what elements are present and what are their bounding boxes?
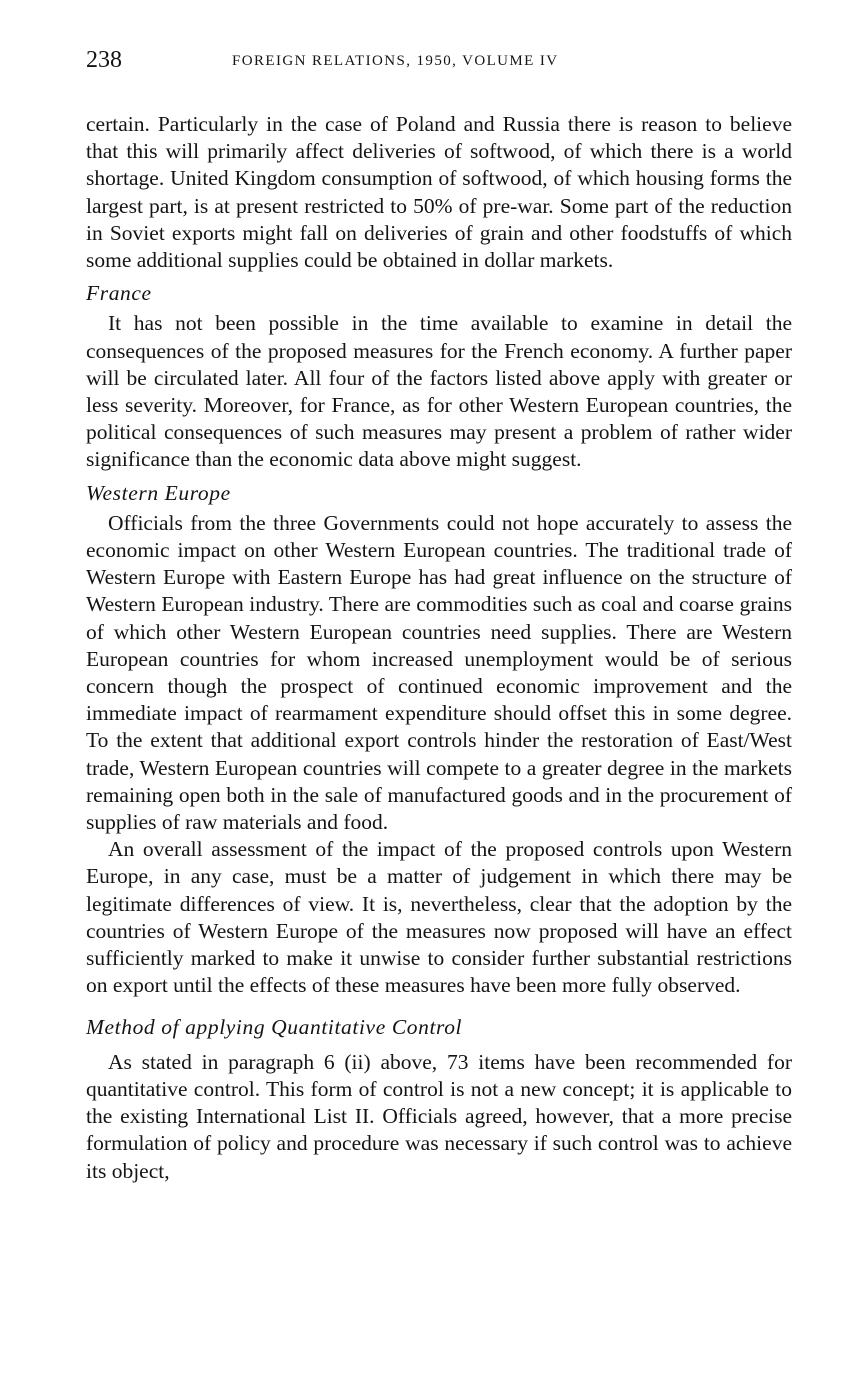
paragraph-overall-assessment: An overall assessment of the impact of the proposed controls upon Western Europe, in any case, must be a matter of judgement in which there may be legitimate differences of view. It is, nevertheless, clear that the adoption by the countries of Western Europe of the measures now proposed will have an effect sufficiently marked to make it unwise to consider further substantial restrictions on export until the effects of these measures have been more fully observed.: [86, 837, 792, 998]
paragraph-continuation: certain. Particularly in the case of Poland and Russia there is reason to believe that this will primarily affect deliveries of softwood, of which there is a world shortage. United Kingdom consumption of softwood, of which housing forms the largest part, is at present restricted to 50% of pre-war. Some part of the reduction in Soviet exports might fall on deliveries of grain and other foodstuffs of which some additional supplies could be obtained in dollar markets.: [86, 112, 792, 273]
paragraph-western-europe-impact: Officials from the three Governments could not hope accurately to assess the economic impact on other Western European countries. The traditional trade of Western Europe with Eastern Europe has had great influence on the structure of Western European industry. There are commodities such as coal and coarse grains of which other Western European countries need supplies. There are Western European countries for whom increased unemployment would be of serious concern though the prospect of continued economic improvement and the immediate impact of rearmament expenditure should offset this in some degree. To the extent that additional export controls hinder the restoration of East/West trade, Western European countries will compete to a greater degree in the markets remaining open both in the sale of manufactured goods and in the procurement of supplies of raw materials and food.: [86, 510, 792, 835]
section-heading-western-europe: Western Europe: [86, 480, 231, 505]
running-header: [86, 44, 792, 84]
section-heading-france: France: [86, 281, 152, 306]
paragraph-france: It has not been possible in the time available to examine in detail the consequences of the proposed measures for the French economy. A further paper will be circulated later. All four of the factors listed above apply with greater or less severity. Moreover, for France, as for other Western European countries, the political consequences of such measures may present a problem of rather wider significance than the economic data above might suggest.: [86, 311, 792, 472]
section-heading-method: Method of applying Quantitative Control: [86, 1014, 463, 1039]
page-number: 238: [86, 47, 122, 73]
paragraph-quantitative-control: As stated in paragraph 6 (ii) above, 73 items have been recommended for quantitative control. This form of control is not a new concept; it is applicable to the existing International List II. Officials agreed, however, that a more precise formulation of policy and procedure was necessary if such control was to achieve its object,: [86, 1049, 792, 1183]
running-title: FOREIGN RELATIONS, 1950, VOLUME IV: [232, 53, 559, 69]
document-page: [86, 0, 792, 1185]
